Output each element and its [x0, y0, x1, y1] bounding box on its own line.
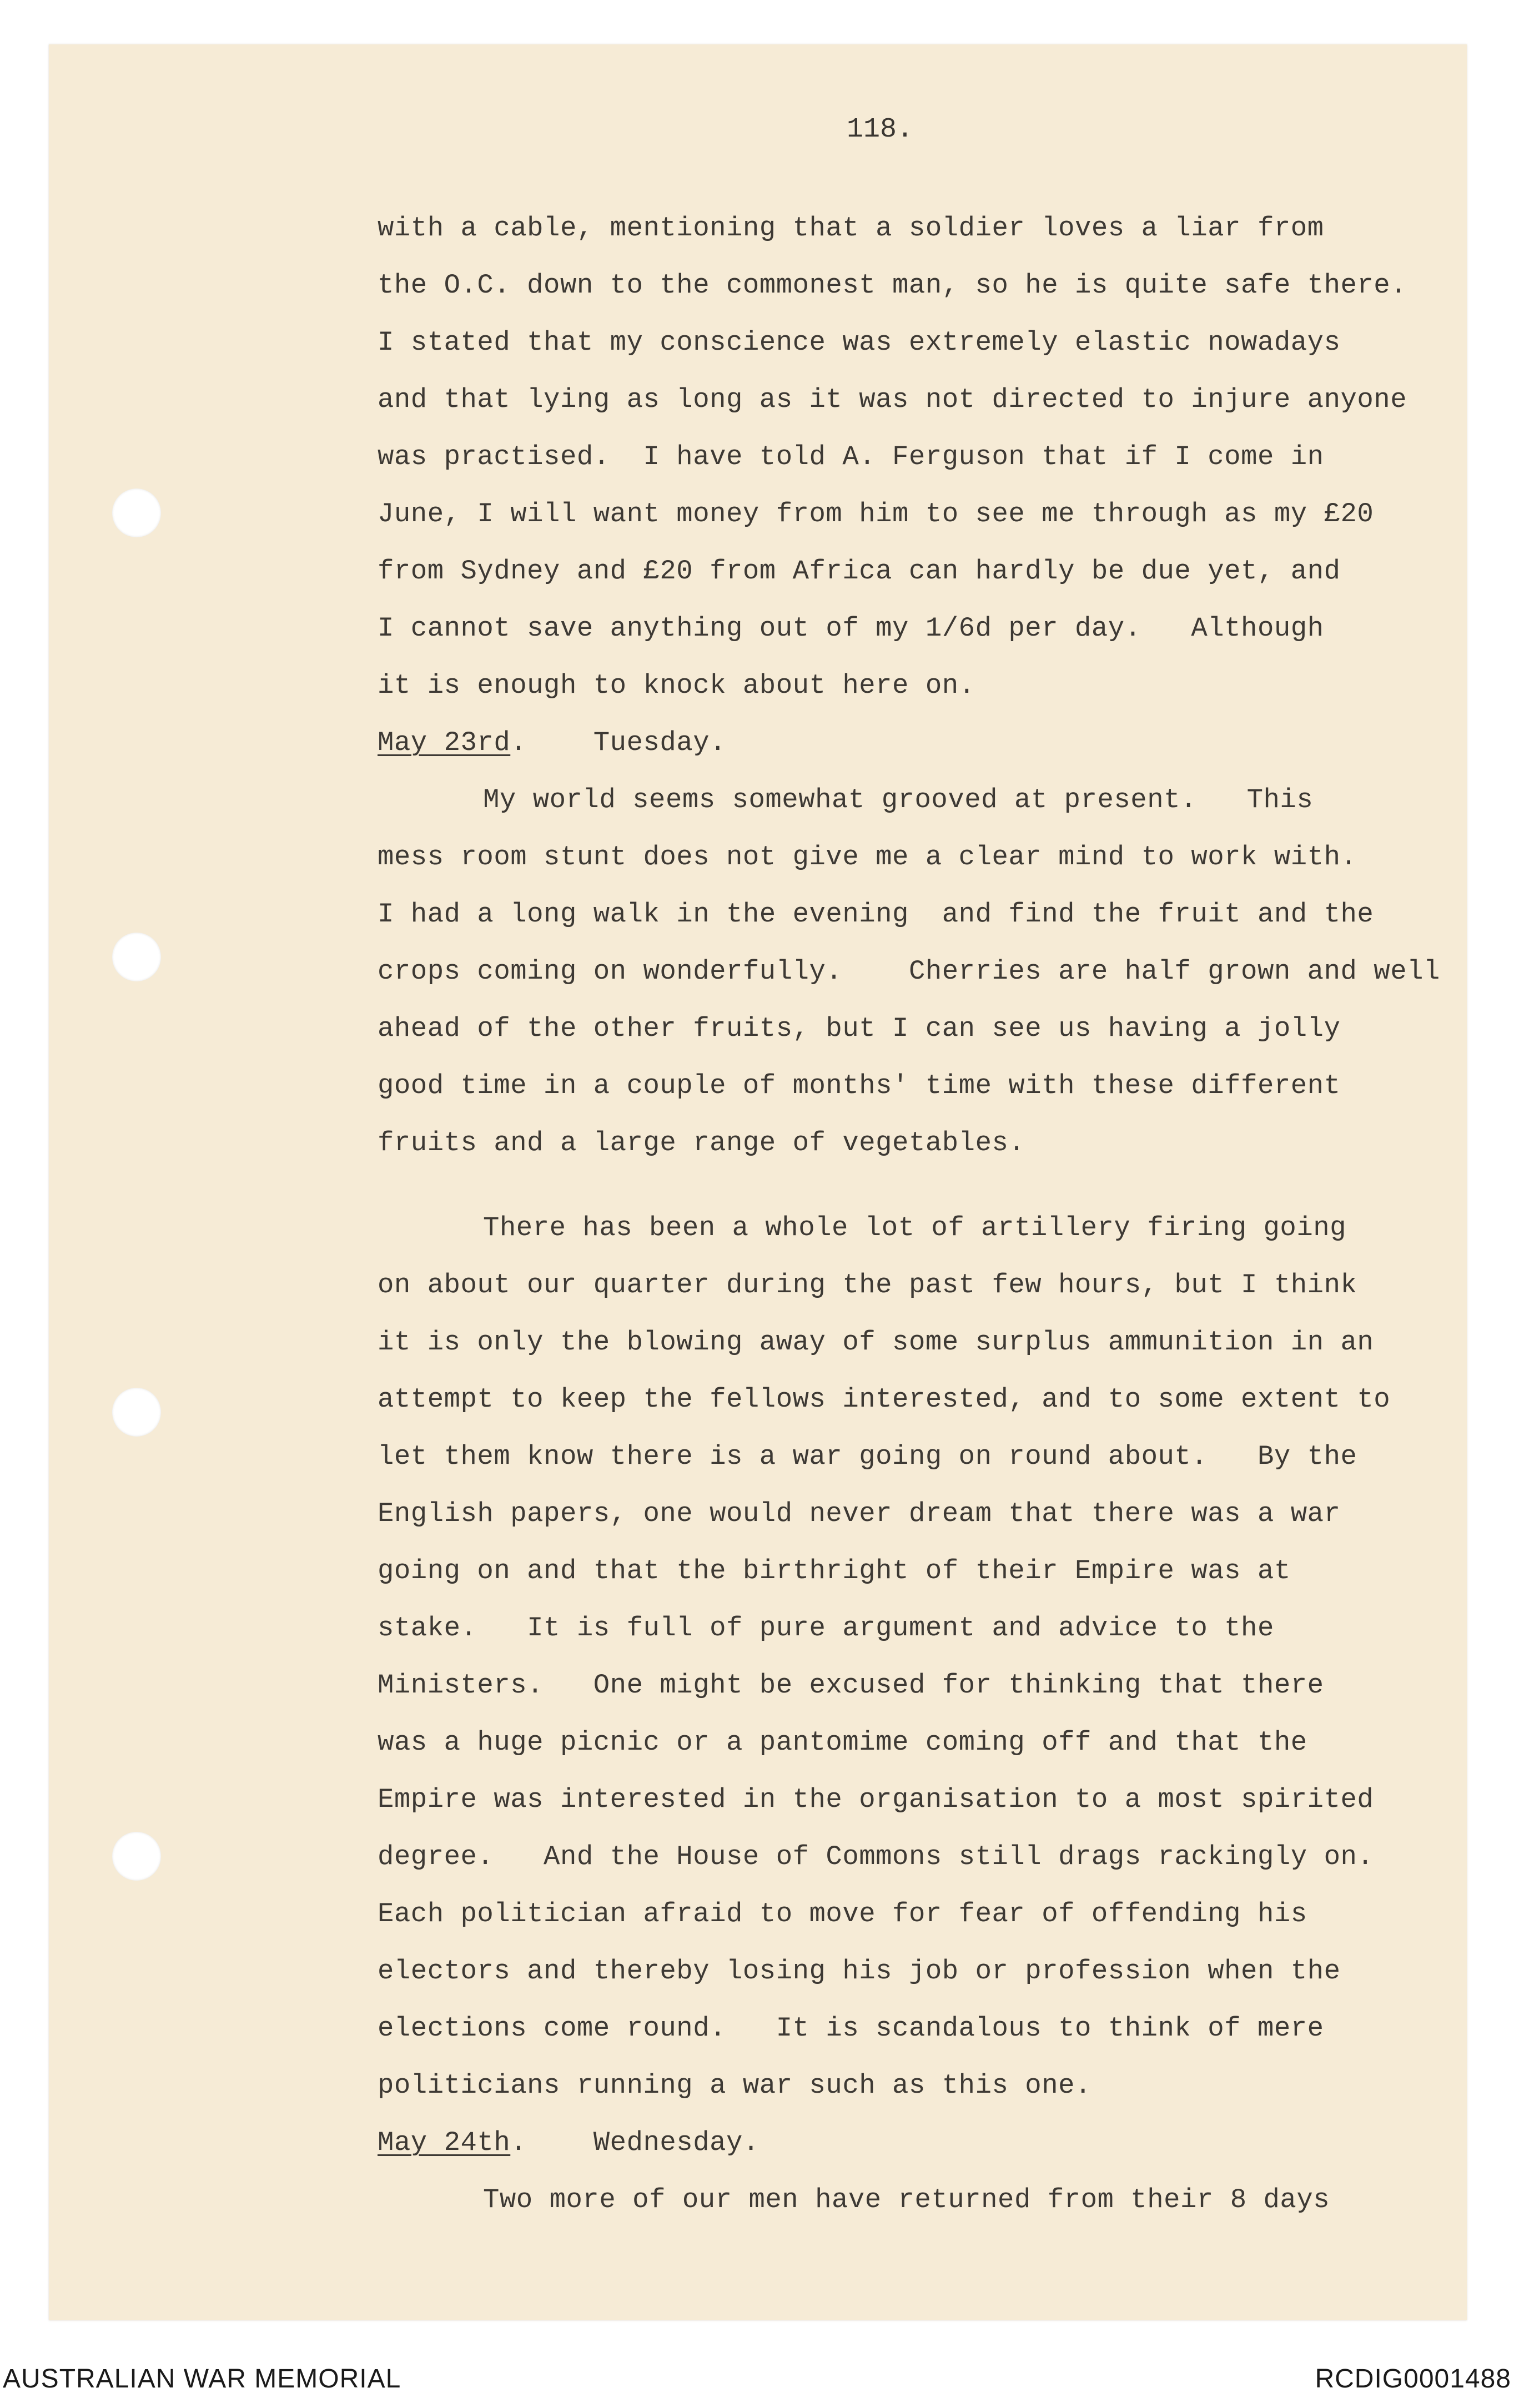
text-line: mess room stunt does not give me a clear mind to work with. [378, 842, 1357, 873]
text-line: good time in a couple of months' time with these different [378, 1070, 1341, 1101]
punch-hole [112, 933, 161, 981]
text-line: Ministers. One might be excused for thinking that there [378, 1670, 1324, 1701]
text-line: it is only the blowing away of some surplus ammunition in an [378, 1327, 1374, 1358]
entry-paragraph [378, 1200, 1466, 2114]
text-line: crops coming on wonderfully. Cherries are half grown and well [378, 956, 1440, 987]
text-line: was a huge picnic or a pantomime coming off and that the [378, 1727, 1307, 1758]
text-line: let them know there is a war going on round about. By the [378, 1441, 1357, 1472]
text-line: electors and thereby losing his job or profession when the [378, 1956, 1341, 1987]
text-line: with a cable, mentioning that a soldier loves a liar from [378, 213, 1324, 244]
punch-hole [112, 1832, 161, 1881]
text-line: attempt to keep the fellows interested, and to some extent to [378, 1384, 1391, 1415]
entry-day: Wednesday. [593, 2127, 759, 2158]
text-line: English papers, one would never dream that there was a war [378, 1498, 1341, 1529]
text-line: elections come round. It is scandalous to think of mere [378, 2013, 1324, 2044]
entry-paragraph [378, 772, 1466, 1172]
reference-id: RCDIG0001488 [1315, 2364, 1511, 2394]
text-line: I had a long walk in the evening and find the fruit and the [378, 899, 1374, 930]
text-line: June, I will want money from him to see me through as my £20 [378, 498, 1374, 530]
text-line: from Sydney and £20 from Africa can hardly be due yet, and [378, 556, 1341, 587]
diary-text [378, 200, 1466, 2229]
text-line: degree. And the House of Commons still drags rackingly on. [378, 1841, 1374, 1872]
text-line: Two more of our men have returned from their 8 days [483, 2184, 1330, 2215]
entry-date: May 23rd [378, 727, 511, 758]
text-line: it is enough to knock about here on. [378, 670, 975, 701]
continuation-paragraph [378, 200, 1466, 714]
paragraph-gap [378, 1172, 1466, 1200]
text-line: the O.C. down to the commonest man, so he is quite safe there. [378, 270, 1407, 301]
text-line: and that lying as long as it was not directed to injure anyone [378, 384, 1407, 415]
text-line: I cannot save anything out of my 1/6d per day. Although [378, 613, 1324, 644]
institution-label: AUSTRALIAN WAR MEMORIAL [3, 2364, 401, 2394]
text-line: There has been a whole lot of artillery firing going [483, 1212, 1347, 1243]
punch-hole [112, 1388, 161, 1437]
text-line: stake. It is full of pure argument and advice to the [378, 1613, 1274, 1644]
entry-heading: May 24th. Wednesday. [378, 2127, 759, 2158]
entry-paragraph [378, 2172, 1466, 2229]
text-line: was practised. I have told A. Ferguson that if I come in [378, 441, 1324, 472]
text-line: My world seems somewhat grooved at present. This [483, 784, 1314, 815]
text-line: Each politician afraid to move for fear of offending his [378, 1898, 1307, 1930]
text-line: going on and that the birthright of their Empire was at [378, 1555, 1291, 1586]
text-line: Empire was interested in the organisation to a most spirited [378, 1784, 1374, 1815]
entry-heading: May 23rd. Tuesday. [378, 727, 727, 758]
punch-hole [112, 488, 161, 537]
entry-day: Tuesday. [593, 727, 727, 758]
text-line: ahead of the other fruits, but I can see us having a jolly [378, 1013, 1341, 1044]
text-line: on about our quarter during the past few hours, but I think [378, 1270, 1357, 1301]
text-line: politicians running a war such as this one. [378, 2070, 1092, 2101]
text-line: fruits and a large range of vegetables. [378, 1127, 1025, 1158]
text-line: I stated that my conscience was extremely elastic nowadays [378, 327, 1341, 358]
entry-date: May 24th [378, 2127, 511, 2158]
page-number: 118. [847, 114, 914, 145]
